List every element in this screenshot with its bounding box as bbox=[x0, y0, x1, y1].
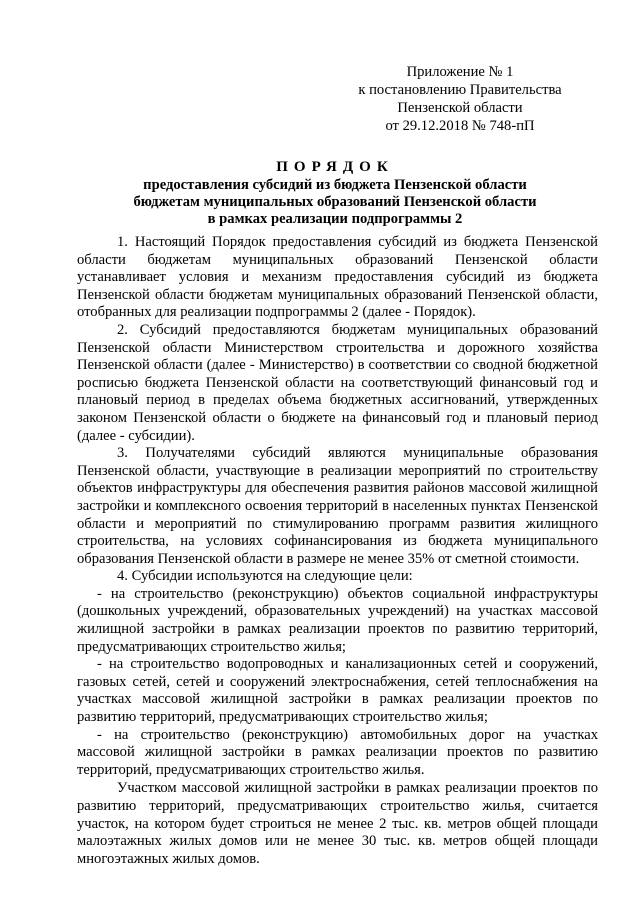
paragraph-1: 1. Настоящий Порядок предоставления субсидий из бюджета Пензенской области бюджетам муниципальных образований Пензенской области устанавливает условия и механизм предоставления субсидий из бюджета Пензенской области бюджетам муниципальных образований Пензенской области, отобранных для реализации подпрограммы 2 (далее - Порядок). bbox=[77, 234, 598, 321]
heading-line-3: в рамках реализации подпрограммы 2 bbox=[207, 211, 463, 227]
document-heading bbox=[70, 158, 600, 228]
document-body bbox=[77, 234, 598, 868]
paragraph-5: Участком массовой жилищной застройки в рамках реализации проектов по развитию территорий, предусматривающих строительство жилья, считается участок, на котором будет строиться не менее 2 тыс. кв. метров общей площади малоэтажных жилых домов или не менее 30 тыс. кв. метров общей площади многоэтажных жилых домов. bbox=[77, 780, 598, 867]
appendix-block bbox=[355, 63, 565, 135]
heading-line-1: предоставления субсидий из бюджета Пензенской области bbox=[143, 177, 527, 193]
appendix-line-2: к постановлению Правительства bbox=[358, 82, 562, 98]
paragraph-2: 2. Субсидий предоставляются бюджетам муниципальных образований Пензенской области Министерством строительства и дорожного хозяйства Пензенской области (далее - Министерство) в соответствии со сводной бюджетной росписью бюджета Пензенской области на соответствующий финансовый год и плановый период в пределах объема бюджетных ассигнований, утвержденных законом Пензенской области о бюджете на финансовый год и плановый период (далее - субсидии). bbox=[77, 321, 598, 444]
appendix-line-3: Пензенской области bbox=[397, 100, 523, 116]
list-item-1: - на строительство (реконструкцию) объектов социальной инфраструктуры (дошкольных учреждений, образовательных учреждений) на участках массовой жилищной застройки в рамках реализации проектов по развитию территорий, предусматривающих строительство жилья; bbox=[77, 585, 598, 655]
list-item-3: - на строительство (реконструкцию) автомобильных дорог на участках массовой жилищной застройки в рамках реализации проектов по развитию территорий, предусматривающих строительство жилья. bbox=[77, 726, 598, 778]
list-item-2: - на строительство водопроводных и канализационных сетей и сооружений, газовых сетей, сетей и сооружений электроснабжения, сетей теплоснабжения на участках массовой жилищной застройки в рамках реализации проектов по развитию территорий, предусматривающих строительство жилья; bbox=[77, 656, 598, 726]
appendix-line-4: от 29.12.2018 № 748-пП bbox=[385, 118, 535, 134]
document-title: ПОРЯДОК bbox=[276, 159, 394, 175]
paragraph-4: 4. Субсидии используются на следующие цели: bbox=[117, 568, 413, 585]
appendix-line-1: Приложение № 1 bbox=[406, 64, 514, 80]
heading-line-2: бюджетам муниципальных образований Пензенской области bbox=[133, 194, 537, 210]
paragraph-3: 3. Получателями субсидий являются муниципальные образования Пензенской области, участвующие в реализации мероприятий по строительству объектов инфраструктуры для обеспечения развития районов массовой жилищной застройки и комплексного освоения территорий в населенных пунктах Пензенской области и мероприятий по стимулированию программ развития жилищного строительства, на условиях софинансирования из бюджета муниципального образования Пензенской области в размере не менее 35% от сметной стоимости. bbox=[77, 445, 598, 567]
